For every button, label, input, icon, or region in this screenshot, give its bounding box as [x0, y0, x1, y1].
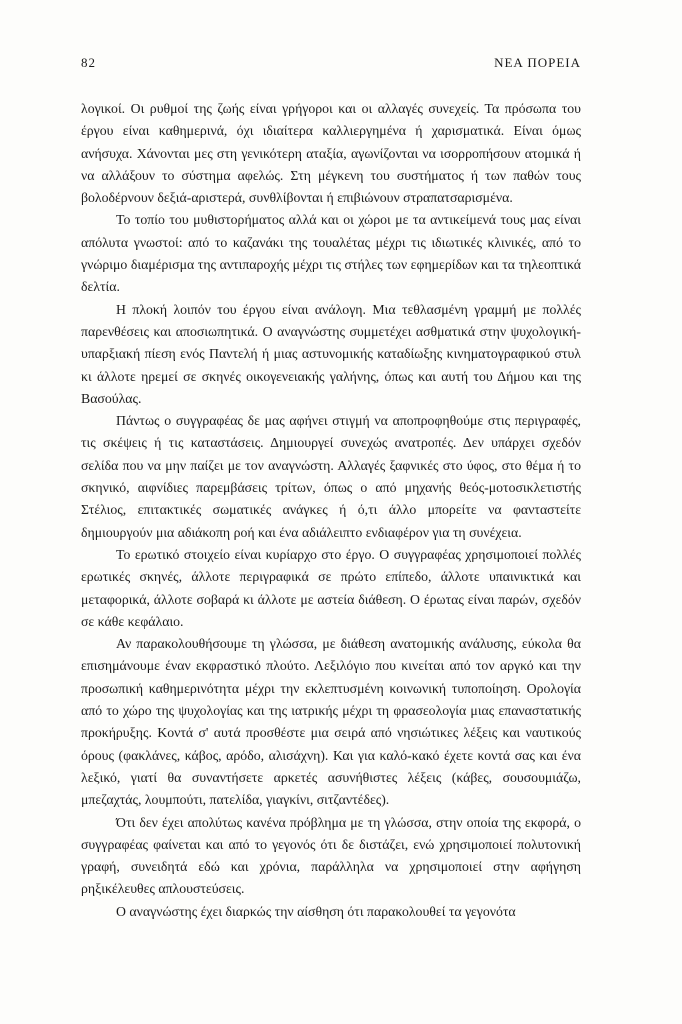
- paragraph: Ότι δεν έχει απολύτως κανένα πρόβλημα με τη γλώσσα, στην οποία της εκφορά, ο συγγραφέας φαίνεται και από το γεγονός ότι δε διστάζει, ενώ χρησιμοποιεί πολυτονική γραφή, συνειδητά εδώ και χρόνια, παράλληλα να χρησιμοποιεί στην αφήγηση ρηξικέλευθες απλουστεύσεις.: [81, 814, 581, 897]
- paragraph: Αν παρακολουθήσουμε τη γλώσσα, με διάθεση ανατομικής ανάλυσης, εύκολα θα επισημάνουμε έναν εκφραστικό πλούτο. Λεξιλόγιο που κινείται από τον αργκό και την προσωπική καθημερινότητα μέχρι την εκλεπτυσμένη κοινωνική τυποποίηση. Ορολογία από το χώρο της ψυχολογίας και της ιατρικής μέχρι τη φρασεολογία μιας επαναστατικής προκήρυξης. Κοντά σ' αυτά προσθέστε μια σειρά από νησιώτικες λέξεις και ναυτικούς όρους (φακλάνες, κάβος, αρόδο, αλισάχνη). Και για καλό-κακό έχετε κοντά σας και ένα λεξικό, γιατί θα συναντήσετε αρκετές ασυνήθιστες λέξεις (κάβες, σουσουμιάζω, μπεζαχτάς, λουμπούτι, πατελίδα, γιαγκίνι, σιτζαντέδες).: [81, 636, 581, 808]
- paragraph: Το τοπίο του μυθιστορήματος αλλά και οι χώροι με τα αντικείμενά τους μας είναι απόλυτα γνωστοί: από το καζανάκι της τουαλέτας μέχρι τις ιδιωτικές κλινικές, από το γνώριμο διαμέρισμα της αντιπαροχής μέχρι τις στήλες των εφημερίδων και τα τηλεοπτικά δελτία.: [81, 212, 581, 295]
- paragraph: Ο αναγνώστης έχει διαρκώς την αίσθηση ότι παρακολουθεί τα γεγονότα: [116, 903, 516, 919]
- paragraph: λογικοί. Οι ρυθμοί της ζωής είναι γρήγοροι και οι αλλαγές συνεχείς. Τα πρόσωπα του έργου είναι καθημερινά, όχι ιδιαίτερα καλλιεργημένα ή χαρισματικά. Είναι όμως ανήσυχα. Χάνονται μες στη γενικότερη αταξία, αγωνίζονται να ισορροπήσουν ατομικά ή να αλλάξουν το σύστημα αφελώς. Στη μέγκενη του συστήματος ή των παθών τους βολοδέρνουν δεξιά-αριστερά, συνθλίβονται ή επιβιώνουν στραπατσαρισμένα.: [81, 101, 581, 206]
- running-title: ΝΕΑ ΠΟΡΕΙΑ: [494, 55, 581, 70]
- paragraph: Πάντως ο συγγραφέας δε μας αφήνει στιγμή να αποπροφηθούμε στις περιγραφές, τις σκέψεις ή τις καταστάσεις. Δημιουργεί συνεχώς ανατροπές. Δεν υπάρχει σχεδόν σελίδα που να μην παίζει με τον αναγνώστη. Αλλαγές ξαφνικές στο ύφος, στο θέμα ή το σκηνικό, αιφνίδιες παρεμβάσεις τρίτων, όπως ο από μηχανής θεός-μοτοσικλετιστής Στέλιος, επιτακτικές σωματικές ανάγκες ή ό,τι άλλο μπορείτε να φανταστείτε δημιουργούν μια αδιάκοπη ροή και ένα αδιάλειπτο ενδιαφέρον για τη συνέχεια.: [81, 413, 581, 540]
- body-text: [81, 98, 581, 923]
- paragraph: Η πλοκή λοιπόν του έργου είναι ανάλογη. Μια τεθλασμένη γραμμή με πολλές παρενθέσεις και αποσιωπητικά. Ο αναγνώστης συμμετέχει ασθματικά στην ψυχολογική-υπαρξιακή πίεση ενός Παντελή ή μιας αστυνομικής καταδίωξης κινηματογραφικού στυλ κι άλλοτε ηρεμεί σε σκηνές οικογενειακής γαλήνης, όπως και αυτή του Δήμου και της Βασούλας.: [81, 301, 581, 406]
- page-header: [81, 55, 581, 71]
- page-number: 82: [81, 55, 96, 70]
- paragraph: Το ερωτικό στοιχείο είναι κυρίαρχο στο έργο. Ο συγγραφέας χρησιμοποιεί πολλές ερωτικές σκηνές, άλλοτε περιγραφικά σε πρώτο επίπεδο, άλλοτε υπαινικτικά και μεταφορικά, άλλοτε σοβαρά κι άλλοτε με αστεία διάθεση. Ο έρωτας είναι παρών, σχεδόν σε κάθε κεφάλαιο.: [81, 546, 581, 629]
